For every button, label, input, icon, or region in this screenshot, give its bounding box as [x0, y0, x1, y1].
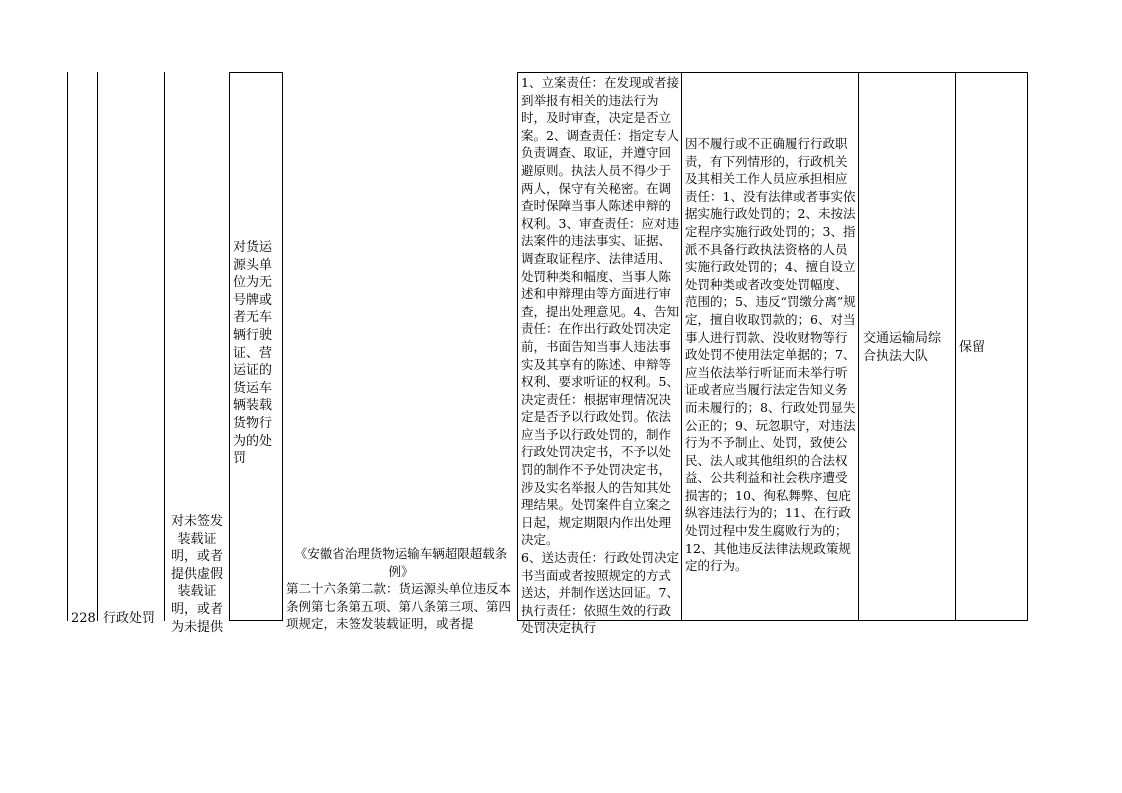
remark-cell: [956, 73, 1027, 620]
seq-number: 228: [71, 611, 96, 626]
department-cell: [859, 73, 955, 620]
item-name-cell: [230, 73, 282, 620]
category-cell: [98, 72, 164, 626]
legal-basis-text: 第二十六条第二款：货运源头单位违反本条例第七条第五项、第八条第三项、第四项规定，未签发装载证明，或者提: [286, 581, 512, 632]
item-name-text: 对货运 源头单 位为无 号牌或 者无车 辆行驶 证、营 运证的 货运车 辆装载 货物行 为的处 罚: [233, 240, 273, 467]
sub-item-cell: [165, 72, 229, 635]
remark-text: 保留: [959, 340, 986, 355]
accountability-cell: [682, 73, 858, 620]
duties-text: 1、立案责任：在发现或者接到举报有相关的违法行为时，及时审查，决定是否立案。2、调查责任：指定专人负责调查、取证，并遵守回避原则。执法人员不得少于两人，保守有关秘密。在调查时保障当事人陈述申辩的权利。3、审查责任：应对违法案件的违法事实、证据、调查取证程序、法律适用、处罚种类和幅度、当事人陈述和申辩理由等方面进行审查，提出处理意见。4、告知责任：在作出行政处罚决定前，书面告知当事人违法事实及其享有的陈述、申辩等权利、要求听证的权利。5、决定责任：根据审理情况决定是否予以行政处罚。依法应当予以行政处罚的，制作行政处罚决定书，不予以处罚的制作不予处罚决定书，涉及实名举报人的告知其处理结果。处罚案件自立案之日起，规定期限内作出处理决定。 6、送达责任：行政处罚决定书当面或者按照规定的方式送达，并制作送达回证。7、执行责任：依照生效的行政处罚决定执行: [521, 75, 679, 636]
duties-cell: [518, 73, 681, 636]
category-text: 行政处罚: [103, 611, 156, 626]
seq-cell: [68, 72, 97, 626]
accountability-text: 因不履行或不正确履行行政职责，有下列情形的，行政机关及其相关工作人员应承担相应责任：1、没有法律或者事实依据实施行政处罚的；2、未按法定程序实施行政处罚的；3、指派不具备行政执法资格的人员实施行政处罚的；4、擅自设立处罚种类或者改变处罚幅度、范围的；5、违反“罚缴分离”规定，擅自收取罚款的；6、对当事人进行罚款、没收财物等行政处罚不使用法定单据的；7、应当依法举行听证而未举行听证或者应当履行法定告知义务而未履行的；8、行政处罚显失公正的；9、玩忽职守，对违法行为不予制止、处罚，致使公民、法人或其他组织的合法权益、公共利益和社会秩序遭受损害的；10、徇私舞弊、包庇纵容违法行为的；11、在行政处罚过程中发生腐败行为的；12、其他违反法律法规政策规定的行为。: [685, 136, 856, 574]
table-border-right: [1027, 72, 1028, 621]
legal-basis-title: 《安徽省治理货物运输车辆超限超载条例》: [294, 546, 508, 579]
row-border-bottom: [229, 620, 282, 621]
sub-item-text: 对未签发 装载证 明，或者 提供虚假 装载证 明，或者 为未提供: [170, 514, 223, 635]
legal-basis-cell: [283, 73, 517, 632]
department-text: 交通运输局综合执法大队: [863, 331, 942, 364]
